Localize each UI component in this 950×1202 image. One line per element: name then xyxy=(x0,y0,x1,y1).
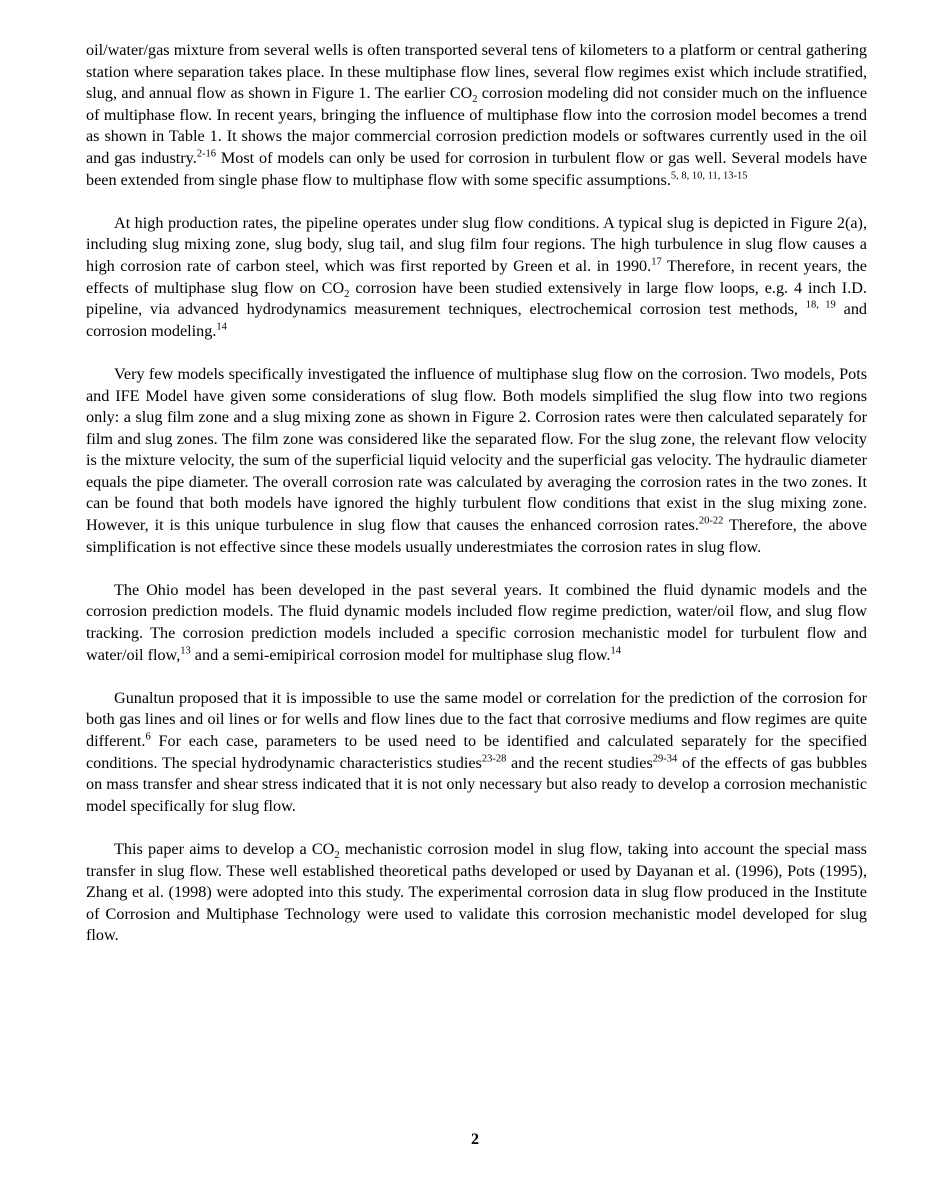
citation-superscript: 23-28 xyxy=(481,753,507,765)
citation-superscript: 13 xyxy=(180,645,191,657)
citation-superscript: 18, 19 xyxy=(805,299,836,311)
text-segment: Most of models can only be used for corrosion in turbulent flow or gas well. Several models have been extended from single phase flow to multiphase flow with some specific assumptions. xyxy=(86,148,867,189)
citation-superscript: 29-34 xyxy=(652,753,678,765)
paragraph-1 xyxy=(86,40,867,191)
citation-superscript: 14 xyxy=(216,321,227,333)
citation-superscript: 14 xyxy=(610,645,621,657)
text-segment: This paper aims to develop a CO xyxy=(114,839,335,858)
text-segment: corrosion modeling did not consider much on the influence of multiphase flow. In recent years, bringing the influence of multiphase flow into the corrosion model becomes a trend as shown in Table 1. It shows the major commercial corrosion prediction models or softwares currently used in the oil and gas industry. xyxy=(86,84,868,167)
text-segment: and corrosion modeling. xyxy=(86,300,868,340)
subscript: 2 xyxy=(334,850,340,862)
paragraph-2 xyxy=(86,213,867,343)
paragraph-3 xyxy=(86,364,867,558)
citation-superscript: 20-22 xyxy=(698,515,724,527)
paragraph-6 xyxy=(86,839,867,947)
text-segment: The Ohio model has been developed in the past several years. It combined the fluid dynamic models and the corrosion prediction models. The fluid dynamic models included flow regime prediction, water/oil flow, and slug flow tracking. The corrosion prediction models included a specific corrosion mechanistic model for turbulent flow and water/oil flow, xyxy=(86,580,867,664)
paragraph-4 xyxy=(86,580,867,666)
citation-superscript: 5, 8, 10, 11, 13-15 xyxy=(670,170,748,182)
text-segment: oil/water/gas mixture from several wells is often transported several tens of kilometers to a platform or central gathering station where separation takes place. In these multiphase flow lines, several flow regimes exist which include stratified, slug, and annual flow as shown in Figure 1. The earlier CO xyxy=(86,41,867,103)
page-number: 2 xyxy=(471,1131,479,1148)
text-segment: mechanistic corrosion model in slug flow, taking into account the special mass transfer in slug flow. These well established theoretical paths developed or used by Dayanan et al. (1996), Pots (1995), Zhang et al. (1998) were adopted into this study. The experimental corrosion data in slug flow produced in the Institute of Corrosion and Multiphase Technology were used to validate this corrosion mechanistic model developed for slug flow. xyxy=(86,839,867,945)
text-segment: and the recent studies xyxy=(506,753,653,772)
text-segment: of the effects of gas bubbles on mass transfer and shear stress indicated that it is not only necessary but also ready to develop a corrosion mechanistic model specifically for slug flow. xyxy=(86,753,867,815)
text-segment: and a semi-emipirical corrosion model for multiphase slug flow. xyxy=(190,645,611,664)
paragraph-5 xyxy=(86,688,867,818)
text-segment: Very few models specifically investigated the influence of multiphase slug flow on the corrosion. Two models, Pots and IFE Model have given some considerations of slug flow. Both models simplified the slug flow into two regions only: a slug film zone and a slug mixing zone as shown in Figure 2. Corrosion rates were then calculated separately for film and slug zones. The film zone was considered like the separated flow. For the slug zone, the relevant flow velocity is the mixture velocity, the sum of the superficial liquid velocity and the superficial gas velocity. The hydraulic diameter equals the pipe diameter. The overall corrosion rate was calculated by averaging the corrosion rates in the two zones. It can be found that both models have ignored the highly turbulent flow conditions that exist in the slug mixing zone. However, it is this unique turbulence in slug flow that causes the enhanced corrosion rates. xyxy=(86,364,867,535)
citation-superscript: 17 xyxy=(651,256,662,268)
subscript: 2 xyxy=(472,94,478,106)
text-segment: Therefore, in recent years, the effects of multiphase slug flow on CO xyxy=(86,256,867,297)
text-segment: At high production rates, the pipeline operates under slug flow conditions. A typical slug is depicted in Figure 2(a), including slug mixing zone, slug body, slug tail, and slug film four regions. The high turbulence in slug flow causes a high corrosion rate of carbon steel, which was first reported by Green et al. in 1990. xyxy=(86,213,867,275)
page-body xyxy=(86,40,867,969)
text-segment: Gunaltun proposed that it is impossible to use the same model or correlation for the prediction of the corrosion for both gas lines and oil lines or for wells and flow lines due to the fact that corrosive mediums and flow regimes are quite different. xyxy=(86,688,867,750)
subscript: 2 xyxy=(344,288,350,300)
citation-superscript: 6 xyxy=(145,731,151,743)
text-segment: Therefore, the above simplification is not effective since these models usually underestmiates the corrosion rates in slug flow. xyxy=(86,516,867,556)
text-segment: corrosion have been studied extensively in large flow loops, e.g. 4 inch I.D. pipeline, via advanced hydrodynamics measurement techniques, electrochemical corrosion test methods, xyxy=(86,278,867,319)
citation-superscript: 2-16 xyxy=(196,148,217,160)
text-segment: For each case, parameters to be used need to be identified and calculated separately for the specified conditions. The special hydrodynamic characteristics studies xyxy=(86,732,867,772)
